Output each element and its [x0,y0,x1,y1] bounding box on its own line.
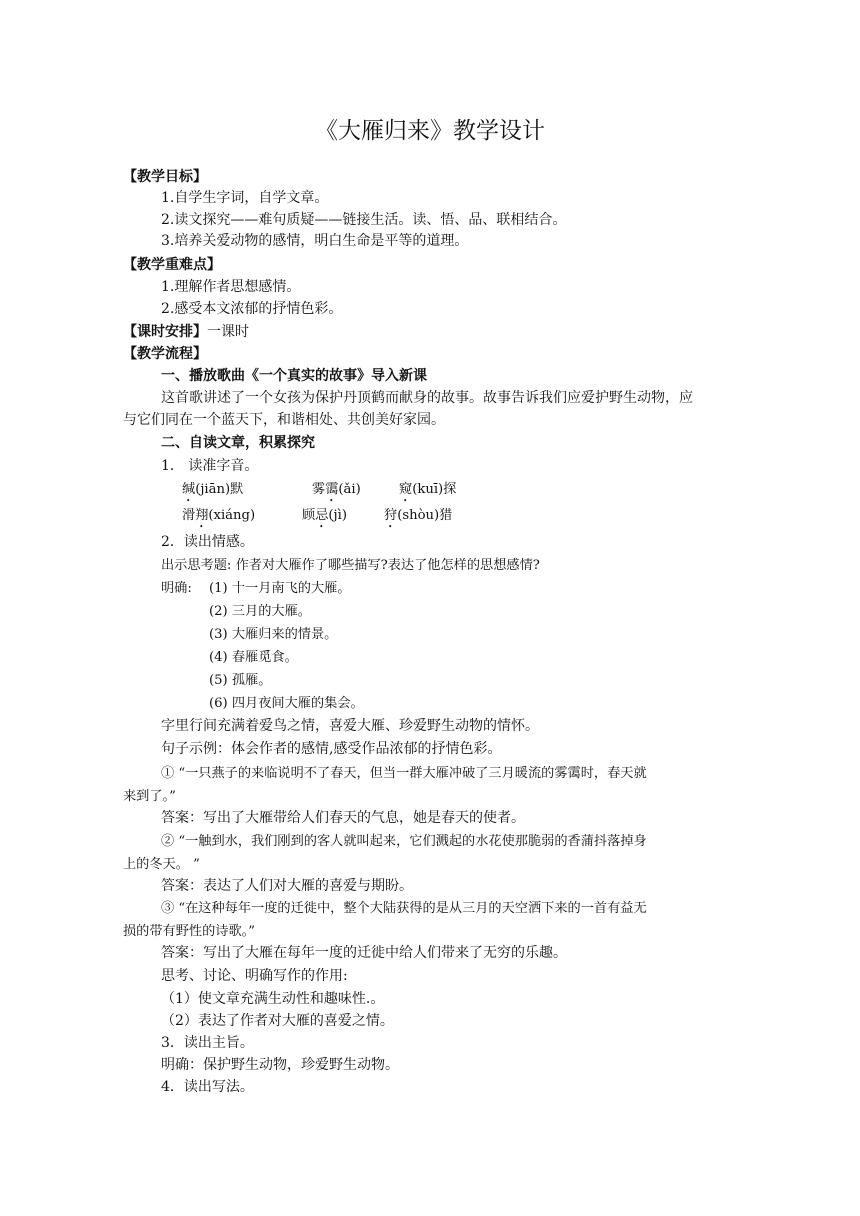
point-2: 2．读出情感。 [161,534,254,550]
pinyin-word: 狩(shòu)猎 [384,508,453,523]
point-3: 3．读出主旨。 [161,1035,254,1051]
discussion-item: （2）表达了作者对大雁的喜爱之情。 [161,1013,394,1029]
answer-item: (3) 大雁归来的情景。 [209,627,338,642]
examples-intro: 句子示例：体会作者的感情,感受作品浓郁的抒情色彩。 [161,741,502,757]
point-1: 1． 读准字音。 [161,458,259,474]
example-sentence: 上的冬天。 ” [123,857,200,872]
discussion: 思考、讨论、明确写作的作用: [161,968,348,984]
answer-item: (5) 孤雁。 [209,673,272,688]
answer-item: (6) 四月夜间大雁的集会。 [209,696,364,711]
schedule-heading: 【课时安排】 [123,324,207,340]
pinyin-word: 窥(kuī)探 [399,482,457,497]
schedule-line [123,322,249,343]
example-sentence: 来到了。” [123,789,176,804]
discussion-item: （1）使文章充满生动性和趣味性.。 [161,991,385,1007]
goals-heading: 【教学目标】 [123,169,207,185]
flow-heading: 【教学流程】 [123,346,207,362]
pinyin-word: 顾忌(jì) [302,508,347,523]
keypoint-item: 1.理解作者思想感情。 [161,279,301,295]
goal-item: 1.自学生字词，自学文章。 [161,190,329,206]
section-1-title: 一、播放歌曲《一个真实的故事》导入新课 [161,368,427,384]
section-2-title: 二、自读文章，积累探究 [161,435,315,451]
section-1-text: 这首歌讲述了一个女孩为保护丹顶鹤而献身的故事。故事告诉我们应爱护野生动物，应 [161,390,693,406]
answer-label: 明确: [161,581,192,596]
example-answer: 答案：写出了大雁带给人们春天的气息，她是春天的使者。 [161,810,525,826]
document-title: 《大雁归来》教学设计 [315,118,545,144]
goal-item: 3.培养关爱动物的感情，明白生命是平等的道理。 [161,233,469,249]
keypoints-heading: 【教学重难点】 [123,257,221,273]
pinyin-word: 缄(jiān)默 [182,482,244,497]
question: 出示思考题: 作者对大雁作了哪些描写?表达了他怎样的思想感情? [161,558,540,573]
answer-item: (4) 春雁觅食。 [209,650,298,665]
example-sentence: ③ “在这种每年一度的迁徙中，整个大陆获得的是从三月的天空洒下来的一首有益无 [161,901,647,916]
goal-item: 2.读文探究——难句质疑——链接生活。读、悟、品、联相结合。 [161,212,567,228]
schedule-value: 一课时 [207,324,249,340]
point-4: 4．读出写法。 [161,1079,254,1095]
example-answer: 答案：表达了人们对大雁的喜爱与期盼。 [161,878,413,894]
example-sentence: ② “一触到水，我们刚到的客人就叫起来，它们溅起的水花使那脆弱的香蒲抖落掉身 [161,834,647,849]
summary: 字里行间充满着爱鸟之情，喜爱大雁、珍爱野生动物的情怀。 [161,718,539,734]
section-1-text: 与它们同在一个蓝天下，和谐相处、共创美好家园。 [123,412,445,428]
answer-item: (1) 十一月南飞的大雁。 [209,581,351,596]
keypoint-item: 2.感受本文浓郁的抒情色彩。 [161,301,343,317]
answer-item: (2) 三月的大雁。 [209,604,311,619]
example-sentence: ① “一只燕子的来临说明不了春天，但当一群大雁冲破了三月暖流的雾霭时，春天就 [161,766,647,781]
example-sentence: 损的带有野性的诗歌。” [123,924,256,939]
example-answer: 答案：写出了大雁在每年一度的迁徙中给人们带来了无穷的乐趣。 [161,945,567,961]
pinyin-word: 雾霭(ǎi) [312,482,361,497]
theme: 明确：保护野生动物，珍爱野生动物。 [161,1057,399,1073]
pinyin-word: 滑翔(xiáng) [182,508,256,523]
